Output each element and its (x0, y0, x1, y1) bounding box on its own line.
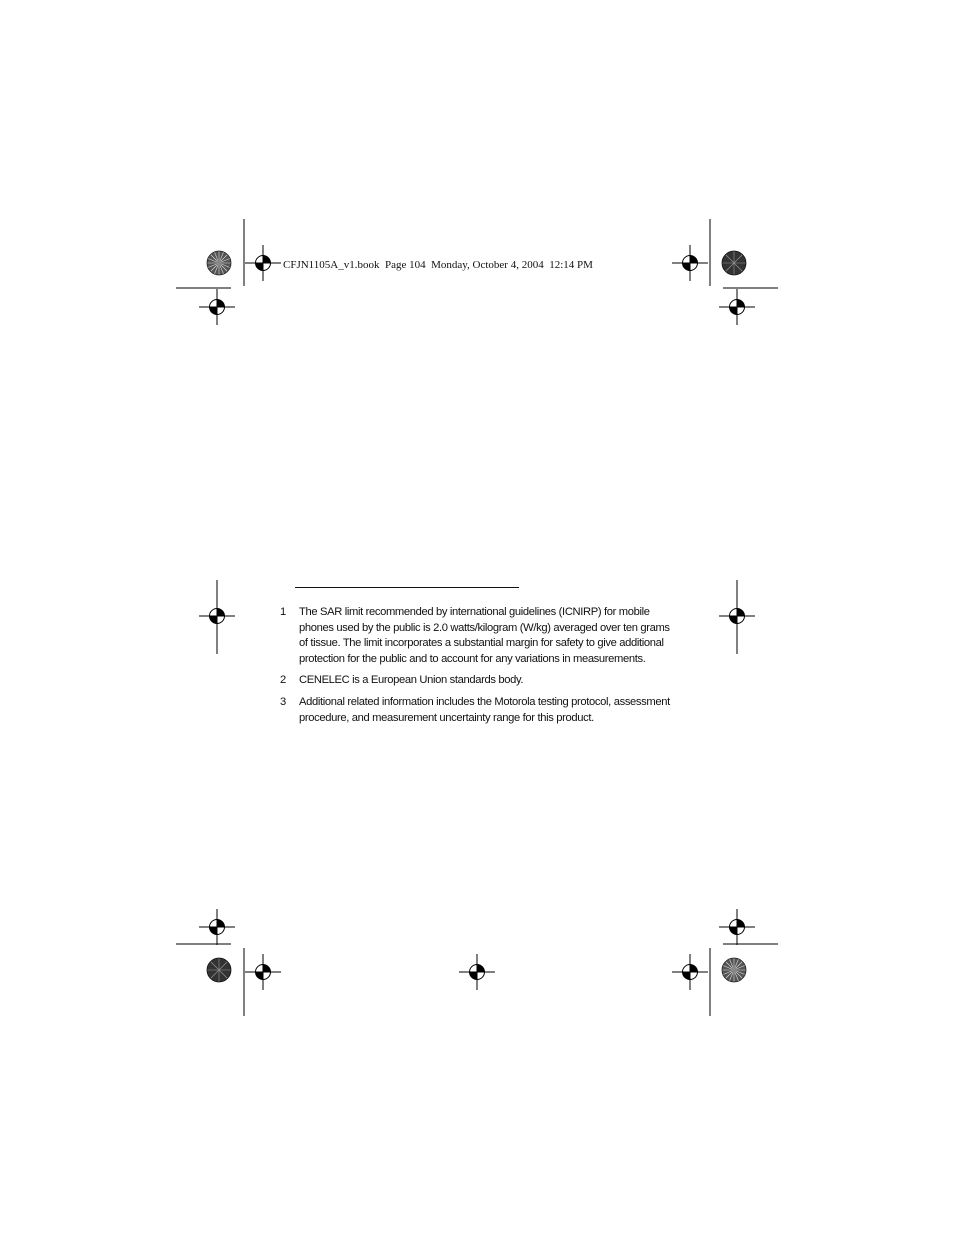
footnote-text: The SAR limit recommended by international guidelines (ICNIRP) for mobile phones used by the public is 2.0 watts/kilogram (W/kg) averaged over ten grams of tissue. The limit incorporates a substantial margin for safety to give additional protection for the public and to account for any variations in measurements. (299, 606, 670, 665)
footnote-item (280, 673, 670, 689)
footnote-separator (295, 587, 519, 588)
footnote-text: Additional related information includes the Motorola testing protocol, assessment procedure, and measurement uncertainty range for this product. (299, 695, 670, 724)
print-slug-header: CFJN1105A_v1.book Page 104 Monday, October 4, 2004 12:14 PM (283, 259, 593, 271)
footnotes-list (280, 605, 670, 732)
footnote-number: 1 (280, 606, 287, 618)
footnote-number: 3 (280, 695, 287, 708)
footnote-item (280, 605, 670, 667)
footnote-item (280, 695, 670, 726)
footnote-text: CENELEC is a European Union standards body. (299, 674, 524, 687)
footnote-number: 2 (280, 674, 287, 687)
